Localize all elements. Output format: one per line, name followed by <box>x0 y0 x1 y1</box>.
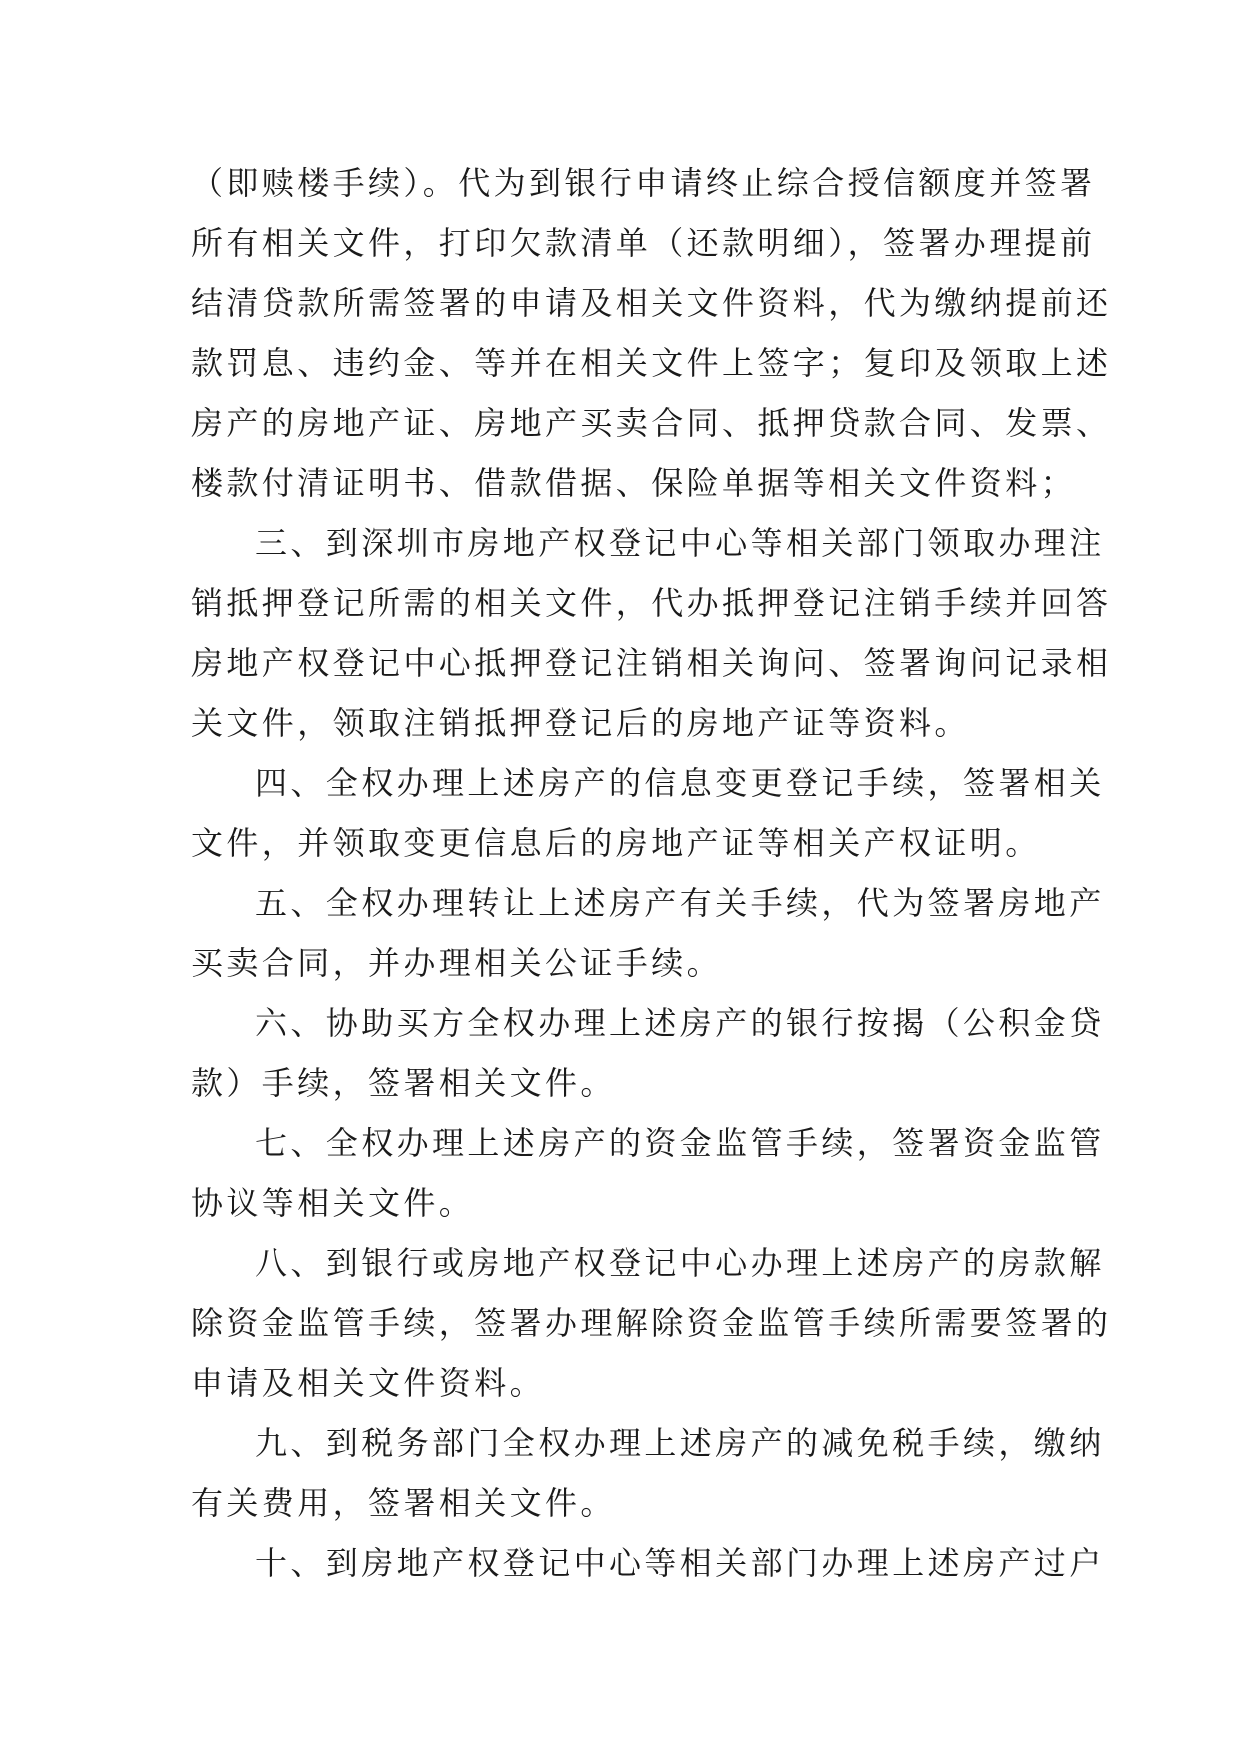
paragraph-item-8 <box>191 1233 1112 1413</box>
text-line: 协议等相关文件。 <box>191 1184 475 1222</box>
paragraph-item-6 <box>191 993 1105 1113</box>
text-line: 结清贷款所需签署的申请及相关文件资料，代为缴纳提前还 <box>191 284 1112 322</box>
paragraph-item-10 <box>191 1533 1105 1593</box>
text-line: 关文件，领取注销抵押登记后的房地产证等资料。 <box>191 704 970 742</box>
text-line: 房产的房地产证、房地产买卖合同、抵押贷款合同、发票、 <box>191 404 1112 442</box>
text-line: 申请及相关文件资料。 <box>191 1364 546 1402</box>
paragraph-item-5 <box>191 873 1105 993</box>
text-line: 款）手续，签署相关文件。 <box>191 1064 616 1102</box>
text-line: 房地产权登记中心抵押登记注销相关询问、签署询问记录相 <box>191 644 1112 682</box>
text-line: 八、到银行或房地产权登记中心办理上述房产的房款解 <box>255 1244 1105 1282</box>
text-line: 六、协助买方全权办理上述房产的银行按揭（公积金贷 <box>255 1004 1105 1042</box>
text-line: 所有相关文件，打印欠款清单（还款明细），签署办理提前 <box>191 224 1096 262</box>
text-line: 款罚息、违约金、等并在相关文件上签字；复印及领取上述 <box>191 344 1112 382</box>
document-body <box>191 153 1112 1593</box>
paragraph-continuation <box>191 153 1112 513</box>
text-line: 除资金监管手续，签署办理解除资金监管手续所需要签署的 <box>191 1304 1112 1342</box>
text-line: 五、全权办理转让上述房产有关手续，代为签署房地产 <box>255 884 1105 922</box>
text-line: 七、全权办理上述房产的资金监管手续，签署资金监管 <box>255 1124 1105 1162</box>
text-line: 有关费用，签署相关文件。 <box>191 1484 616 1522</box>
text-line: 销抵押登记所需的相关文件，代办抵押登记注销手续并回答 <box>191 584 1112 622</box>
text-line: （即赎楼手续）。代为到银行申请终止综合授信额度并签署 <box>191 164 1096 202</box>
text-line: 买卖合同，并办理相关公证手续。 <box>191 944 723 982</box>
text-line: 十、到房地产权登记中心等相关部门办理上述房产过户 <box>255 1544 1105 1582</box>
paragraph-item-7 <box>191 1113 1105 1233</box>
text-line: 三、到深圳市房地产权登记中心等相关部门领取办理注 <box>255 524 1105 562</box>
paragraph-item-9 <box>191 1413 1105 1533</box>
text-line: 九、到税务部门全权办理上述房产的减免税手续，缴纳 <box>255 1424 1105 1462</box>
paragraph-item-4 <box>191 753 1105 873</box>
paragraph-item-3 <box>191 513 1112 753</box>
text-line: 文件，并领取变更信息后的房地产证等相关产权证明。 <box>191 824 1041 862</box>
text-line: 楼款付清证明书、借款借据、保险单据等相关文件资料； <box>191 464 1077 502</box>
text-line: 四、全权办理上述房产的信息变更登记手续，签署相关 <box>255 764 1105 802</box>
